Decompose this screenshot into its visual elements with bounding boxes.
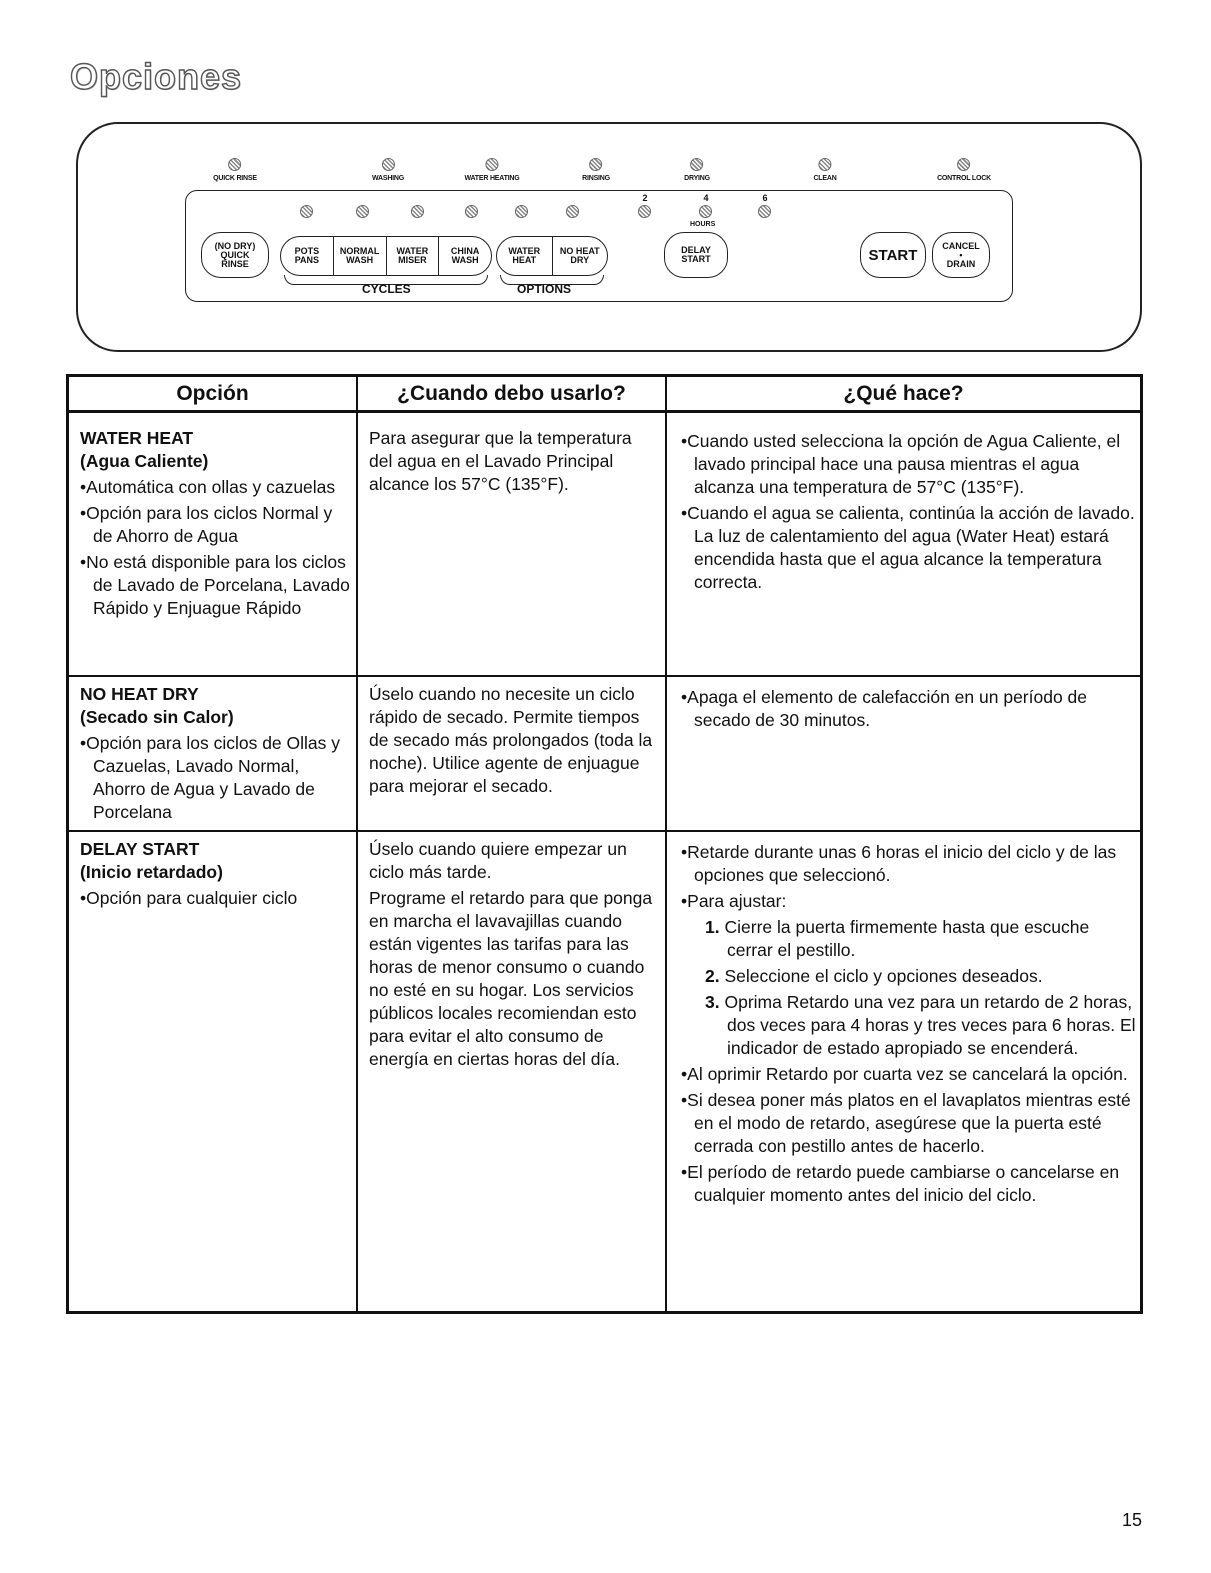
page-number: 15 (1122, 1510, 1143, 1530)
table-header (69, 377, 1140, 413)
indicator-washing: WASHING (372, 158, 404, 182)
list-item: •Retarde durante unas 6 horas el inicio del ciclo y de las opciones que seleccionó. (681, 842, 1117, 885)
row-divider (69, 675, 1140, 677)
list-item: •Automática con ollas y cazuelas (80, 477, 336, 497)
table-row-water-heat-option: WATER HEAT (Agua Caliente) •Automática con ollas y cazuelas •Opción para los ciclos Normal y de Ahorro de Agua •No está disponible para los ciclos de Lavado de Porcelana, Lavado Rápido y Enjuague Rápido (80, 427, 352, 620)
delay-start-button[interactable]: DELAY START (664, 232, 728, 278)
list-item: •El período de retardo puede cambiarse o cancelarse en cualquier momento antes del inicio del ciclo. (681, 1162, 1120, 1205)
header-option: Opción (176, 382, 249, 405)
table-row-water-heat-what (681, 427, 1136, 594)
step-item: 1. Cierre la puerta firmemente hasta que escuche cerrar el pestillo. (705, 917, 1090, 960)
cycle-led-icon (356, 205, 369, 218)
led-icon (690, 158, 703, 171)
indicator-quick-rinse: QUICK RINSE (213, 158, 257, 182)
option-led-icon (515, 205, 528, 218)
step-item: 2. Seleccione el ciclo y opciones deseados. (705, 966, 1043, 986)
water-heat-button[interactable]: WATER HEAT (508, 246, 541, 265)
quick-rinse-button[interactable]: (NO DRY) QUICK RINSE (201, 232, 269, 278)
hours-6-led-icon (758, 205, 771, 218)
hours-4-label: 4 (703, 193, 709, 203)
indicator-rinsing: RINSING (582, 158, 610, 182)
cycle-led-icon (411, 205, 424, 218)
list-item: •Apaga el elemento de calefacción en un período de secado de 30 minutos. (681, 687, 1088, 730)
column-divider (665, 377, 667, 1311)
row-divider (69, 830, 1140, 832)
table-row-delay-start-option: DELAY START (Inicio retardado) •Opción para cualquier ciclo (80, 838, 352, 910)
table-row-no-heat-dry-when: Úselo cuando no necesite un ciclo rápido de secado. Permite tiempos de secado más prolongados (toda la noche). Utilice agente de enjuague para mejorar el secado. (369, 684, 653, 796)
cycle-led-icon (465, 205, 478, 218)
no-heat-dry-button[interactable]: NO HEAT DRY (552, 237, 608, 275)
cancel-drain-button[interactable]: CANCEL • DRAIN (932, 232, 990, 278)
options-table (66, 374, 1143, 1314)
table-row-delay-start-what (681, 838, 1136, 1207)
indicator-drying: DRYING (684, 158, 710, 182)
led-icon (957, 158, 970, 171)
hours-4-led-icon (699, 205, 712, 218)
water-miser-button[interactable]: WATER MISER (386, 237, 439, 275)
hours-label: HOURS (690, 221, 716, 228)
china-wash-button[interactable]: CHINA WASH (438, 237, 491, 275)
cycles-label: CYCLES (362, 282, 411, 296)
list-item: •Si desea poner más platos en el lavaplatos mientras esté en el modo de retardo, asegúrese que la puerta esté cerrada con pestillo antes de hacerlo. (681, 1090, 1131, 1156)
list-item: •Opción para los ciclos Normal y de Ahorro de Agua (80, 503, 333, 546)
indicator-control-lock: CONTROL LOCK (937, 158, 991, 182)
start-button[interactable]: START (860, 232, 926, 278)
hours-6-label: 6 (762, 193, 768, 203)
options-button-group (496, 236, 608, 276)
header-what: ¿Qué hace? (843, 382, 964, 405)
option-led-icon (566, 205, 579, 218)
indicator-water-heating: WATER HEATING (464, 158, 519, 182)
led-icon (381, 158, 394, 171)
step-item: 3. Oprima Retardo una vez para un retardo de 2 horas, dos veces para 4 horas y tres veces para 6 horas. El indicador de estado apropiado se encenderá. (705, 992, 1136, 1058)
cycles-button-group (280, 236, 492, 276)
page-title: Opciones (70, 56, 243, 97)
list-item: •Cuando el agua se calienta, continúa la acción de lavado. La luz de calentamiento del agua (Water Heat) estará encendida hasta que el agua alcance la temperatura correcta. (681, 503, 1135, 592)
hours-2-led-icon (638, 205, 651, 218)
hours-2-label: 2 (642, 193, 648, 203)
led-icon (228, 158, 241, 171)
column-divider (356, 377, 358, 1311)
table-row-water-heat-when: Para asegurar que la temperatura del agua en el Lavado Principal alcance los 57°C (135°F). (369, 428, 632, 494)
table-row-no-heat-dry-option: NO HEAT DRY (Secado sin Calor) •Opción para los ciclos de Ollas y Cazuelas, Lavado Normal, Ahorro de Agua y Lavado de Porcelana (80, 683, 352, 824)
options-label: OPTIONS (517, 282, 572, 296)
table-row-delay-start-when: Úselo cuando quiere empezar un ciclo más tarde. Programe el retardo para que ponga en marcha el lavavajillas cuando están vigentes las tarifas para las horas de menor consumo o cuando no esté en su hogar. Los servicios públicos locales recomiendan esto para evitar el alto consumo de energía en ciertas horas del día. (369, 839, 653, 1069)
list-item: •Opción para cualquier ciclo (80, 888, 298, 908)
led-icon (590, 158, 603, 171)
led-icon (486, 158, 499, 171)
table-row-no-heat-dry-what (681, 683, 1136, 732)
list-item: •Opción para los ciclos de Ollas y Cazuelas, Lavado Normal, Ahorro de Agua y Lavado de Porcelana (80, 733, 341, 822)
list-item: •Para ajustar: (681, 891, 787, 911)
led-icon (819, 158, 832, 171)
cycle-led-icon (300, 205, 313, 218)
pots-pans-button[interactable]: POTS PANS (294, 246, 320, 265)
normal-wash-button[interactable]: NORMAL WASH (333, 237, 386, 275)
list-item: •No está disponible para los ciclos de Lavado de Porcelana, Lavado Rápido y Enjuague Rápido (80, 552, 350, 618)
indicator-clean: CLEAN (813, 158, 836, 182)
list-item: •Cuando usted selecciona la opción de Agua Caliente, el lavado principal hace una pausa mientras el agua alcanza una temperatura de 57°C (135°F). (681, 431, 1121, 497)
header-when: ¿Cuando debo usarlo? (397, 382, 626, 405)
list-item: •Al oprimir Retardo por cuarta vez se cancelará la opción. (681, 1064, 1128, 1084)
